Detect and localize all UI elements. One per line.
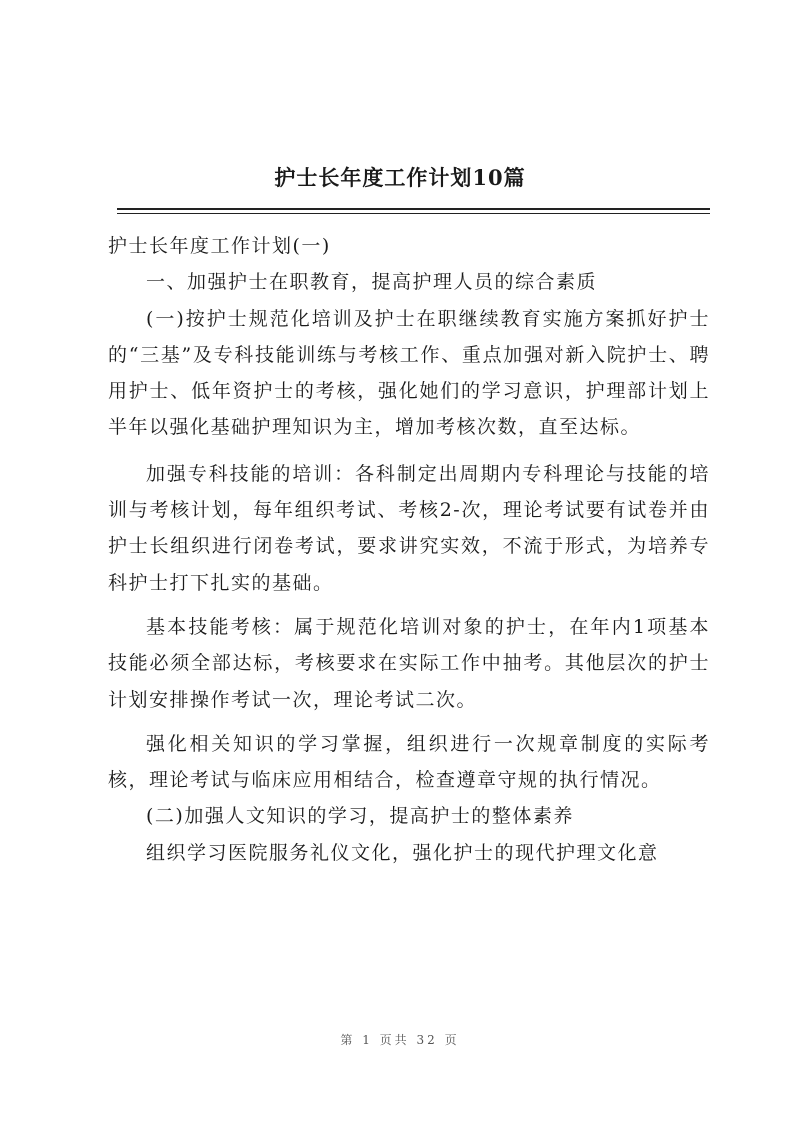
document-body (108, 228, 710, 871)
paragraph: 组织学习医院服务礼仪文化，强化护士的现代护理文化意 (146, 841, 659, 864)
paragraph: 加强专科技能的培训：各科制定出周期内专科理论与技能的培训与考核计划，每年组织考试、考核2-次，理论考试要有试卷并由护士长组织进行闭卷考试，要求讲究实效，不流于形式，为培养专科护士打下扎实的基础。 (108, 462, 710, 594)
paragraph: 基本技能考核：属于规范化培训对象的护士，在年内1项基本技能必须全部达标，考核要求在实际工作中抽考。其他层次的护士计划安排操作考试一次，理论考试二次。 (108, 615, 710, 711)
title-divider-thin (117, 213, 710, 214)
section-heading: 护士长年度工作计划(一) (108, 235, 331, 257)
paragraph: 一、加强护士在职教育，提高护理人员的综合素质 (146, 271, 598, 294)
page-title: 护士长年度工作计划10篇 (274, 165, 526, 190)
title-divider (117, 208, 710, 210)
paragraph: 强化相关知识的学习掌握，组织进行一次规章制度的实际考核，理论考试与临床应用相结合，检查遵章守规的执行情况。 (108, 732, 710, 792)
page-footer: 第 1 页共 32 页 (340, 1033, 460, 1047)
paragraph: (一)按护士规范化培训及护士在职继续教育实施方案抓好护士的“三基”及专科技能训练与考核工作、重点加强对新入院护士、聘用护士、低年资护士的考核，强化她们的学习意识，护理部计划上半年以强化基础护理知识为主，增加考核次数，直至达标。 (108, 307, 710, 439)
paragraph: (二)加强人文知识的学习，提高护士的整体素养 (146, 805, 574, 828)
